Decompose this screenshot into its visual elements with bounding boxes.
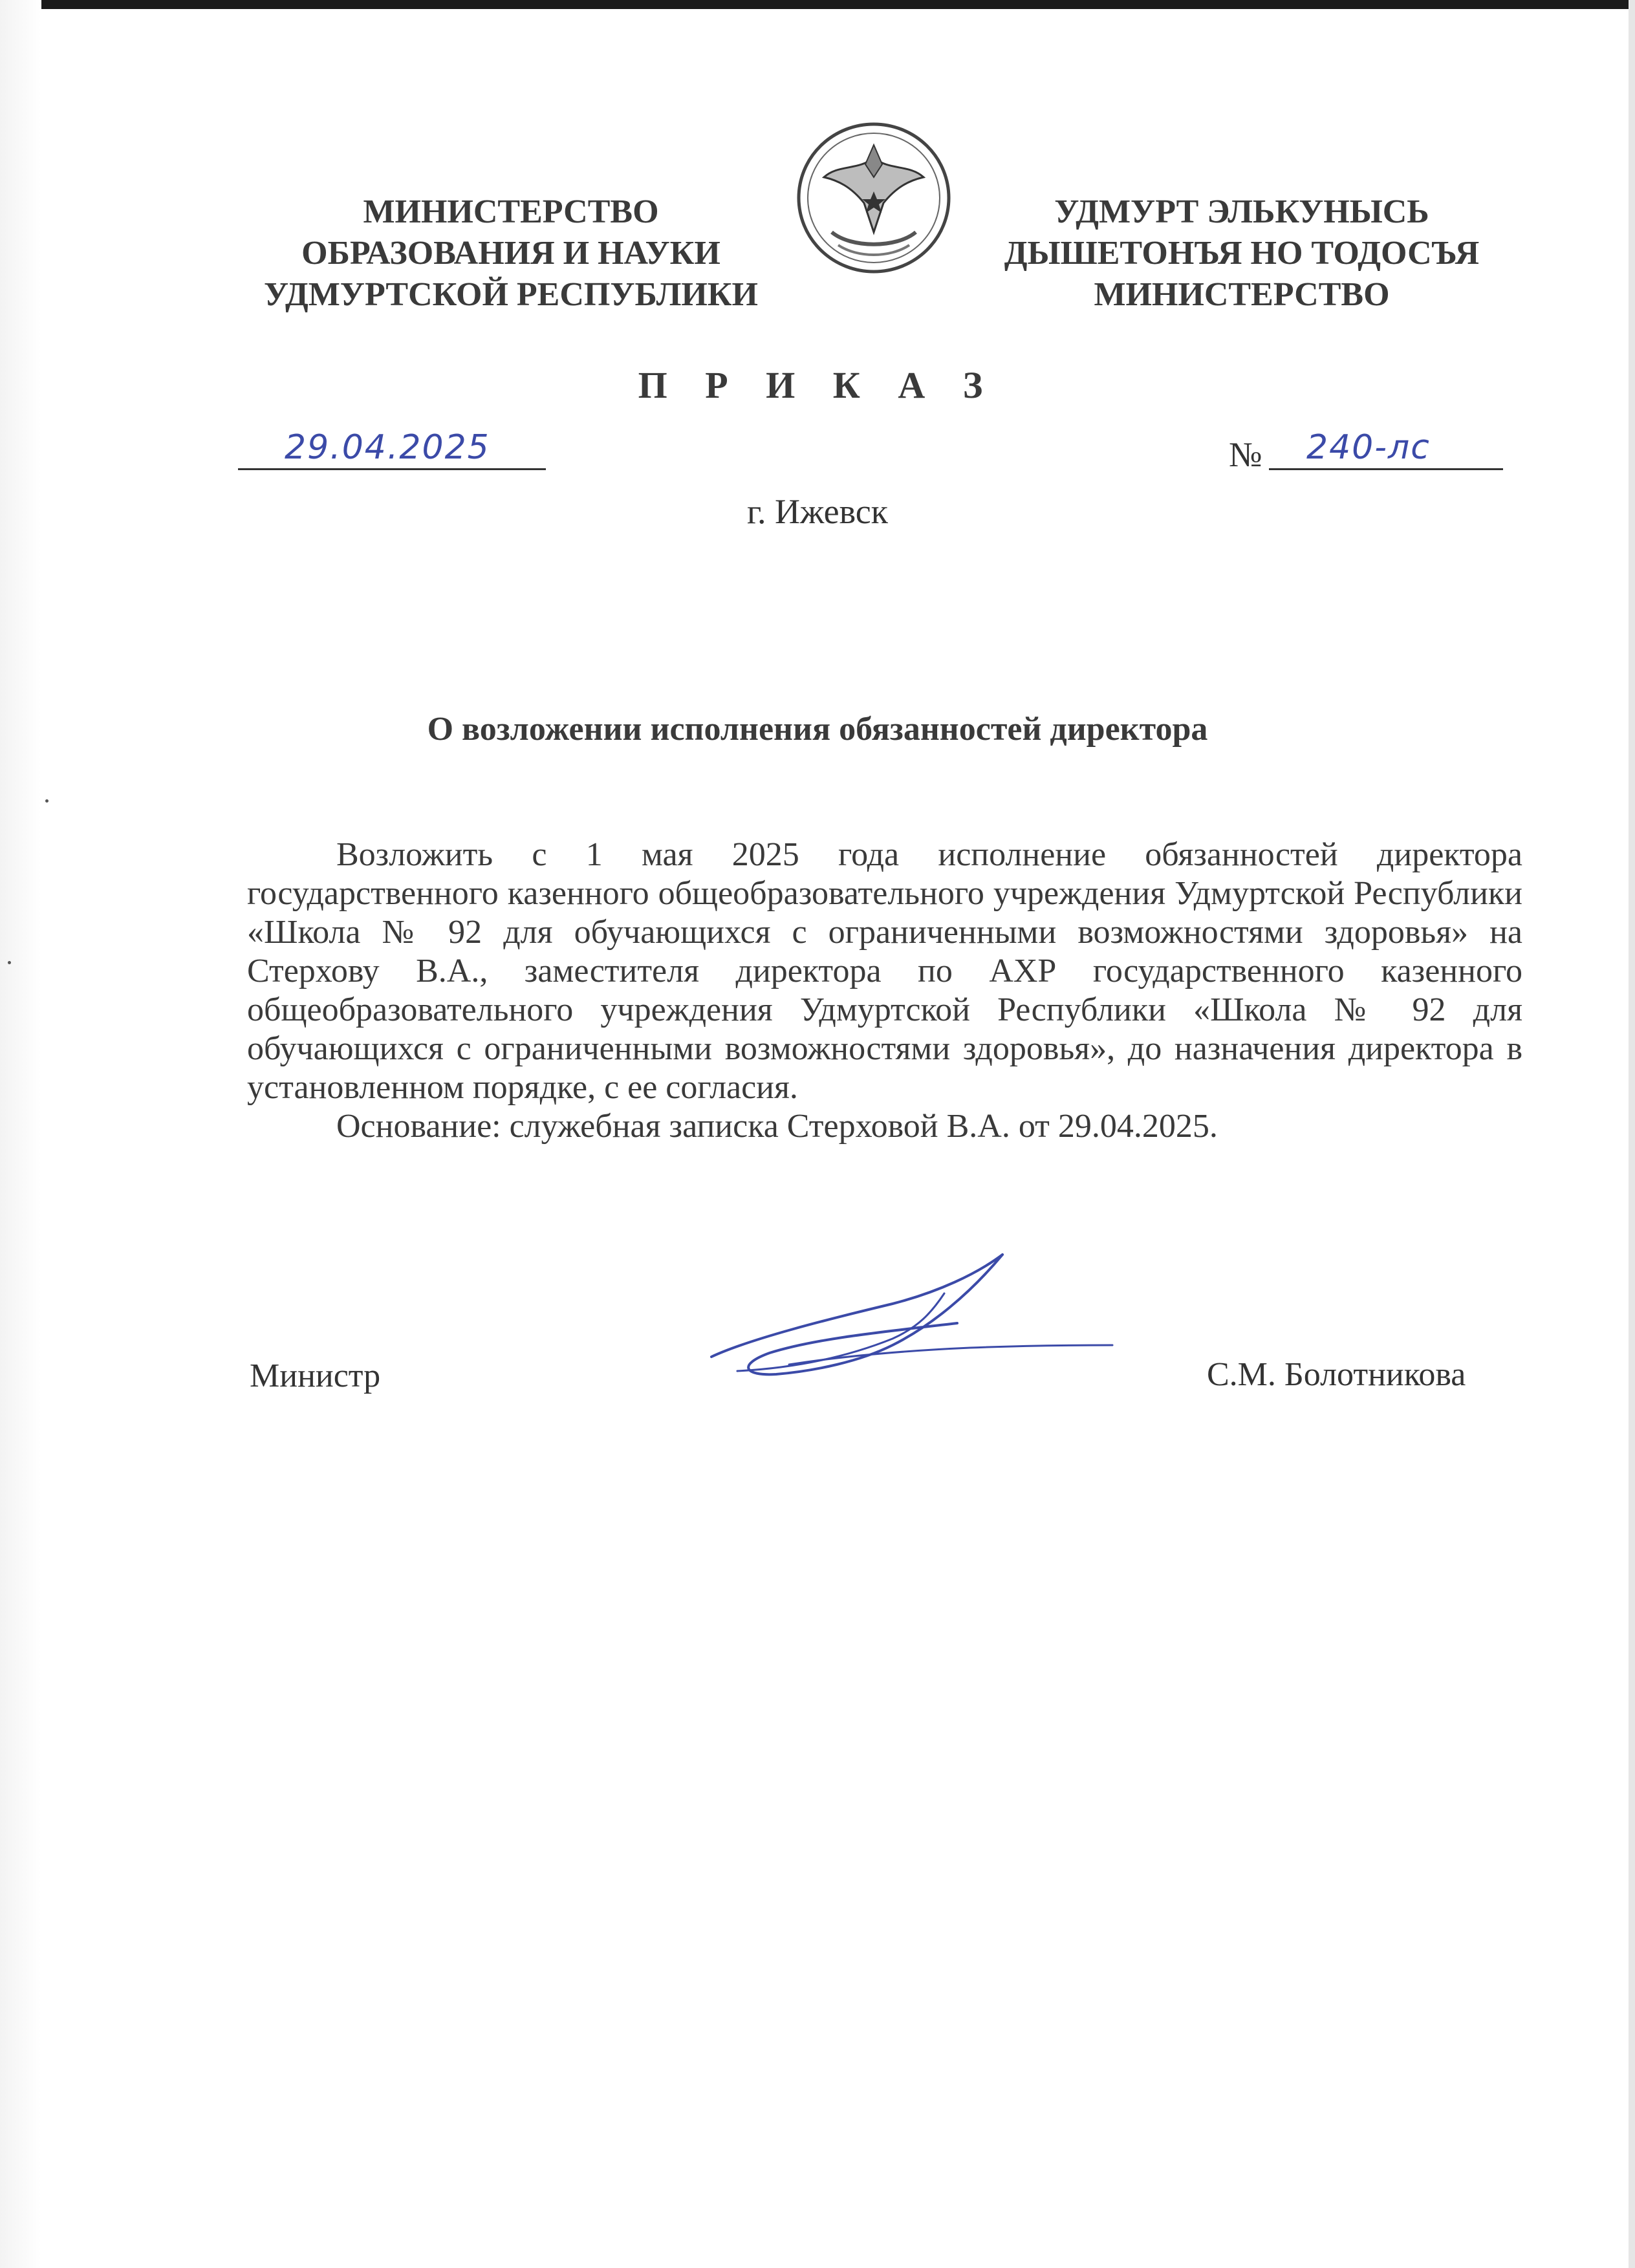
basis-paragraph: Основание: служебная записка Стерховой В.А. от 29.04.2025.: [336, 1108, 1218, 1145]
header-left-line: МИНИСТЕРСТВО: [363, 193, 659, 230]
document-title: П Р И К А З: [638, 364, 997, 406]
number-underline: [1269, 468, 1503, 470]
city: г. Ижевск: [746, 492, 888, 531]
scan-border-right: [1629, 0, 1635, 2268]
signer-position: Министр: [250, 1357, 381, 1394]
header-right-line: ДЫШЕТОНЪЯ НО ТОДОСЪЯ: [1004, 235, 1480, 272]
order-body: [247, 836, 1522, 1146]
header-left-line: УДМУРТСКОЙ РЕСПУБЛИКИ: [264, 276, 758, 313]
scan-speck: [45, 799, 49, 803]
body-paragraph: Возложить с 1 мая 2025 года исполнение обязанностей директора государственного казенного общеобразовательного учреждения Удмуртской Республики «Школа № 92 для обучающихся с ограниченными возможностями здоровья» на Стерхову В.А., заместителя директора по АХР государственного казенного общеобразовательного учреждения Удмуртской Республики «Школа № 92 для обучающихся с ограниченными возможностями здоровья», до назначения директора в установленном порядке, с ее согласия.: [247, 836, 1522, 1106]
order-date: 29.04.2025: [285, 428, 490, 467]
signer-name: С.М. Болотникова: [1207, 1356, 1466, 1393]
scan-speck: [8, 961, 11, 964]
header-right-line: МИНИСТЕРСТВО: [1094, 276, 1390, 313]
header-left-line: ОБРАЗОВАНИЯ И НАУКИ: [301, 235, 720, 272]
order-number: 240-лс: [1306, 428, 1431, 467]
header-right-line: УДМУРТ ЭЛЬКУНЫСЬ: [1054, 193, 1429, 230]
scan-border-left: [0, 0, 41, 2268]
ministry-name-russian: [220, 191, 802, 316]
date-underline: [238, 468, 546, 470]
number-sign: №: [1229, 435, 1262, 474]
order-subject: О возложении исполнения обязанностей директора: [427, 711, 1208, 748]
handwritten-signature: [698, 1242, 1125, 1397]
ministry-name-udmurt: [951, 191, 1533, 316]
udmurt-coat-of-arms-emblem: [793, 119, 955, 281]
scan-border-top: [0, 0, 1635, 9]
